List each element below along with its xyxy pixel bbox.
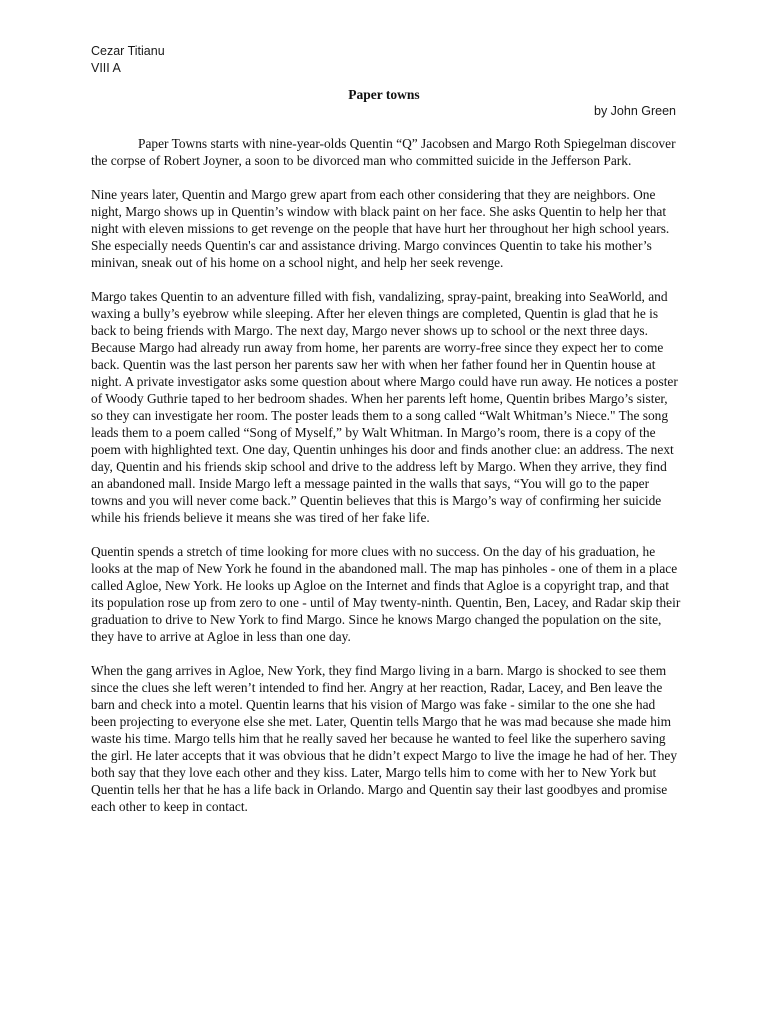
author-name: Cezar Titianu [91,44,165,58]
document-title: Paper towns [348,87,420,102]
class-name: VIII A [91,61,121,75]
paragraph-1: Paper Towns starts with nine-year-olds Quentin “Q” Jacobsen and Margo Roth Spiegelman discover the corpse of Robert Joyner, a soon to be divorced man who committed suicide in the Jefferson Park. [91,136,676,168]
paragraph-2: Nine years later, Quentin and Margo grew apart from each other considering that they are neighbors. One night, Margo shows up in Quentin’s window with black paint on her face. She asks Quentin to help her that night with eleven missions to get revenge on the people that have hurt her throughout her high school years. She especially needs Quentin's car and assistance driving. Margo convinces Quentin to take his mother’s minivan, sneak out of his home on a school night, and help her seek revenge. [91,187,670,270]
paragraph-5: When the gang arrives in Agloe, New York, they find Margo living in a barn. Margo is shocked to see them since the clues she left weren’t intended to find her. Angry at her reaction, Radar, Lacey, and Ben leave the barn and check into a motel. Quentin learns that his vision of Margo was fake - similar to the one she had been projecting to everyone else she met. Later, Quentin tells Margo that he was mad because she made him waste his time. Margo tells him that he really saved her because he wanted to feel like the superhero saving the girl. He later accepts that it was obvious that he didn’t expect Margo to live the image he had of her. They both say that they love each other and they kiss. Later, Margo tells him to come with her to New York but Quentin tells her that he has a life back in Orlando. Margo and Quentin say their last goodbyes and promise each other to keep in contact. [91,663,678,814]
paragraph-4: Quentin spends a stretch of time looking for more clues with no success. On the day of his graduation, he looks at the map of New York he found in the abandoned mall. The map has pinholes - one of them in a place called Agloe, New York. He looks up Agloe on the Internet and finds that Agloe is a copyright trap, and that its population rose up from zero to one - until of May twenty-ninth. Quentin, Ben, Lacey, and Radar skip their graduation to drive to New York to find Margo. Since he knows Margo changed the population on the site, they have to arrive at Agloe in less than one day. [91,544,681,644]
paragraph-3: Margo takes Quentin to an adventure filled with fish, vandalizing, spray-paint, breaking into SeaWorld, and waxing a bully’s eyebrow while sleeping. After her eleven things are completed, Quentin is glad that he is back to being friends with Margo. The next day, Margo never shows up to school or the next three days. Because Margo had already run away from home, her parents are worry-free since they expect her to come back. Quentin was the last person her parents saw her with when her father found her in Quentin house at night. A private investigator asks some question about where Margo could have run away. He notices a poster of Woody Guthrie taped to her bedroom shades. When her parents left home, Quentin bribes Margo’s sister, so they can investigate her room. The poster leads them to a song called “Walt Whitman’s Niece." The song leads them to a poem called “Song of Myself,” by Walt Whitman. In Margo’s room, there is a copy of the poem with highlighted text. One day, Quentin unhinges his door and finds another clue: an address. The next day, Quentin and his friends skip school and drive to the address left by Margo. When they arrive, they find an abandoned mall. Inside Margo left a message painted in the walls that says, “You will go to the paper towns and you will never come back.” Quentin believes that this is Margo’s way of confirming her suicide while his friends believe it means she was tired of her fake life. [91,289,678,525]
document-body [91,135,681,832]
byline: by John Green [594,104,676,118]
header-block [91,43,165,77]
